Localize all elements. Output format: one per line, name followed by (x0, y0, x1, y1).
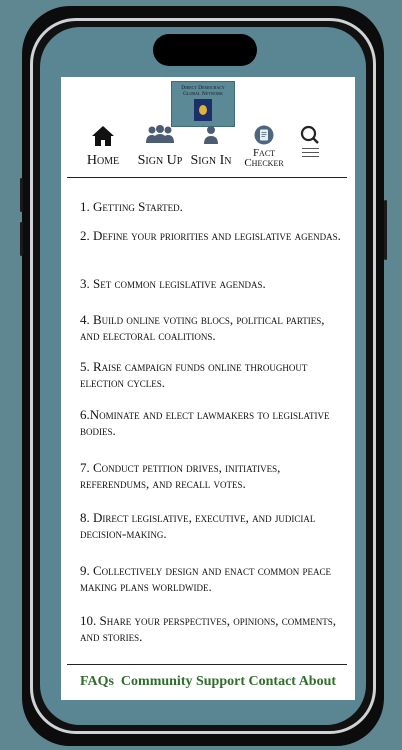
web-page (61, 77, 355, 700)
step-item: 3. Set common legislative agendas. (80, 276, 266, 291)
footer-link-contact[interactable]: Contact (248, 674, 296, 689)
top-nav (61, 125, 355, 175)
logo-text (174, 85, 232, 97)
nav-sign-up-label: Sign Up (137, 153, 183, 168)
search-icon[interactable] (300, 125, 320, 145)
power-button (384, 200, 387, 260)
step-item: 9. Collectively design and enact common peace making plans worldwide. (80, 563, 332, 594)
footer-link-community[interactable]: Community (120, 674, 193, 689)
users-icon (145, 125, 175, 145)
footer-link-faqs[interactable]: FAQs (79, 674, 114, 689)
step-item: 7. Conduct petition drives, initiatives, referendums, and recall votes. (80, 460, 281, 491)
nav-home[interactable] (85, 125, 121, 168)
nav-sign-up[interactable] (136, 125, 184, 168)
step-item: 5. Raise campaign funds online throughout election cycles. (80, 359, 308, 390)
site-logo[interactable] (171, 81, 235, 127)
dynamic-island (153, 34, 257, 66)
footer-links (61, 674, 355, 690)
nav-home-label: Home (86, 153, 120, 168)
nav-fact-label-2: Checker (244, 157, 284, 169)
document-check-icon (254, 125, 274, 145)
hamburger-menu-icon[interactable] (297, 148, 323, 157)
nav-search-menu (297, 125, 323, 160)
step-item: 1. Getting Started. (80, 199, 183, 214)
footer-link-about[interactable]: About (298, 674, 337, 689)
logo-line1: Direct Democracy (181, 85, 225, 91)
nav-fact-label-1: Fact (252, 147, 276, 159)
logo-emblem (194, 99, 212, 121)
step-item: 10. Share your perspectives, opinions, comments, and stories. (80, 613, 337, 644)
nav-sign-in[interactable] (189, 125, 233, 168)
user-icon (203, 125, 219, 145)
footer-link-support[interactable]: Support (195, 674, 246, 689)
nav-fact-checker[interactable] (241, 125, 287, 168)
volume-up-button (20, 178, 23, 212)
step-item: 6.Nominate and elect lawmakers to legislative bodies. (80, 407, 330, 438)
step-item: 4. Build online voting blocs, political parties, and electoral coalitions. (80, 312, 325, 343)
header-divider (67, 177, 347, 178)
footer-divider (67, 664, 347, 665)
nav-sign-in-label: Sign In (190, 153, 232, 168)
volume-down-button (20, 222, 23, 256)
home-icon (91, 125, 115, 147)
logo-line2: Global Network (183, 91, 223, 97)
step-item: 8. Direct legislative, executive, and judicial decision-making. (80, 510, 316, 541)
step-item: 2. Define your priorities and legislative agendas. (80, 228, 341, 243)
